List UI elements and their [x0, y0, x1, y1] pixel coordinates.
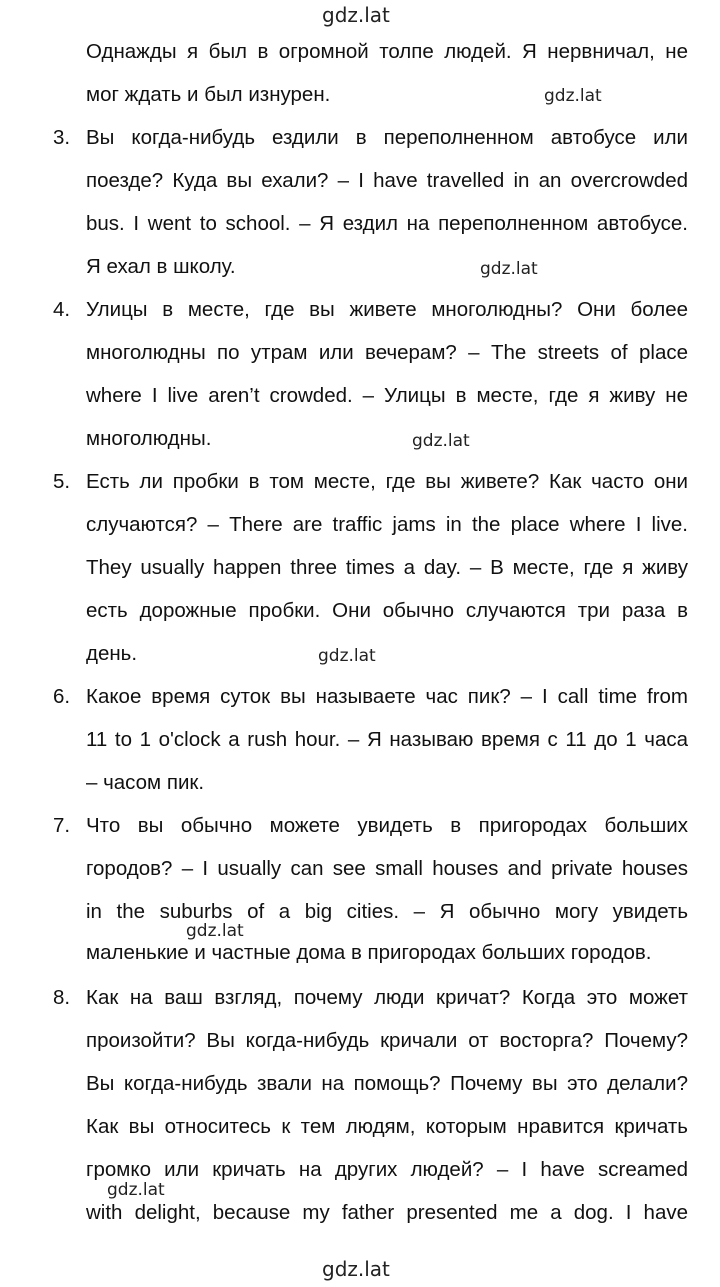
- text-line: городов? – I usually can see small houses and private houses: [86, 857, 688, 880]
- text-line: Как на ваш взгляд, почему люди кричат? Когда это может: [86, 986, 688, 1009]
- text-line: Улицы в месте, где вы живете многолюдны? Они более: [86, 298, 688, 321]
- watermark: gdz.lat: [412, 431, 470, 451]
- text-line: Есть ли пробки в том месте, где вы живете? Как часто они: [86, 470, 688, 493]
- text-line: – часом пик.: [86, 771, 205, 794]
- text-line: многолюдны по утрам или вечерам? – The streets of place: [86, 341, 688, 364]
- watermark-top: gdz.lat: [322, 3, 390, 27]
- text-line: Однажды я был в огромной толпе людей. Я нервничал, не: [86, 40, 688, 63]
- text-line: маленькие и частные дома в пригородах больших городов.: [86, 941, 652, 964]
- list-number: 6.: [53, 685, 71, 708]
- watermark: gdz.lat: [544, 86, 602, 106]
- text-line: Вы когда-нибудь ездили в переполненном автобусе или: [86, 126, 688, 149]
- text-line: They usually happen three times a day. – В месте, где я живу: [86, 556, 688, 579]
- list-number: 8.: [53, 986, 71, 1009]
- text-line: мог ждать и был изнурен.: [86, 83, 331, 106]
- text-line: in the suburbs of a big cities. – Я обычно могу увидеть: [86, 900, 688, 923]
- list-number: 7.: [53, 814, 71, 837]
- text-line: Вы когда-нибудь звали на помощь? Почему вы это делали?: [86, 1072, 688, 1095]
- watermark: gdz.lat: [107, 1180, 165, 1200]
- text-line: громко или кричать на других людей? – I have screamed: [86, 1158, 688, 1181]
- watermark: gdz.lat: [480, 259, 538, 279]
- text-line: where I live aren’t crowded. – Улицы в месте, где я живу не: [86, 384, 688, 407]
- text-line: Я ехал в школу.: [86, 255, 236, 278]
- text-line: with delight, because my father presented me a dog. I have: [86, 1201, 688, 1224]
- text-line: Как вы относитесь к тем людям, которым нравится кричать: [86, 1115, 688, 1138]
- text-line: 11 to 1 o'clock a rush hour. – Я называю время с 11 до 1 часа: [86, 728, 688, 751]
- text-line: Какое время суток вы называете час пик? – I call time from: [86, 685, 688, 708]
- text-line: поезде? Куда вы ехали? – I have travelled in an overcrowded: [86, 169, 688, 192]
- text-line: произойти? Вы когда-нибудь кричали от восторга? Почему?: [86, 1029, 688, 1052]
- watermark-bottom: gdz.lat: [322, 1257, 390, 1281]
- list-number: 3.: [53, 126, 71, 149]
- text-line: Что вы обычно можете увидеть в пригородах больших: [86, 814, 688, 837]
- text-line: есть дорожные пробки. Они обычно случаются три раза в: [86, 599, 688, 622]
- text-line: bus. I went to school. – Я ездил на переполненном автобусе.: [86, 212, 688, 235]
- list-number: 4.: [53, 298, 71, 321]
- watermark: gdz.lat: [318, 646, 376, 666]
- text-line: многолюдны.: [86, 427, 212, 450]
- watermark: gdz.lat: [186, 921, 244, 941]
- list-number: 5.: [53, 470, 71, 493]
- text-line: случаются? – There are traffic jams in the place where I live.: [86, 513, 688, 536]
- text-line: день.: [86, 642, 138, 665]
